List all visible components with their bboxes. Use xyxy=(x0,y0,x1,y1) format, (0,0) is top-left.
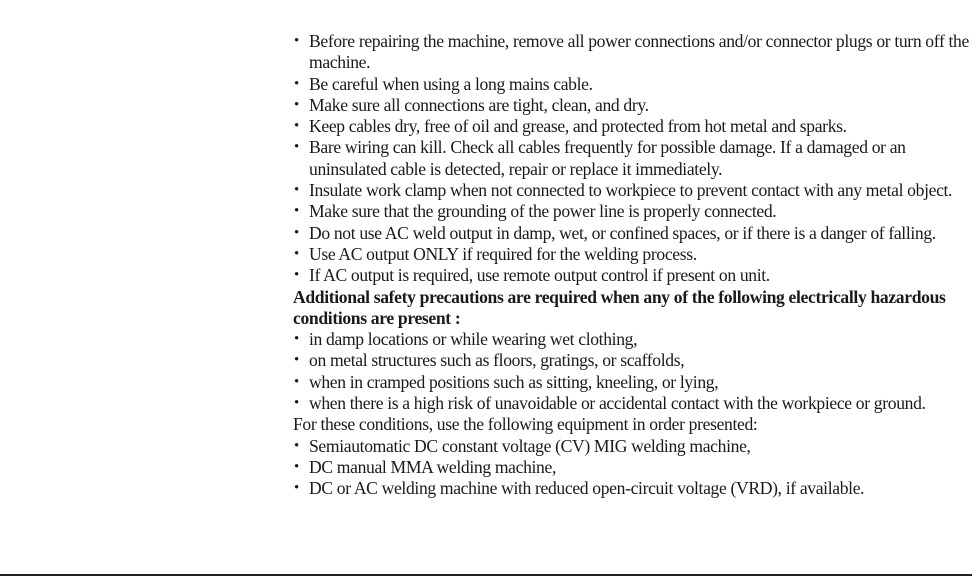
bullet-icon: • xyxy=(294,437,299,454)
list-item: • Bare wiring can kill. Check all cables frequently for possible damage. If a damaged or an uninsulated cable is detected, repair or replace it immediately. xyxy=(294,137,906,179)
precautions-list xyxy=(293,31,976,287)
list-item: • DC or AC welding machine with reduced open-circuit voltage (VRD), if available. xyxy=(294,478,865,499)
list-item: • Do not use AC weld output in damp, wet, or confined spaces, or if there is a danger of falling. xyxy=(294,222,936,243)
bullet-icon: • xyxy=(294,75,299,92)
list-item: • Make sure that the grounding of the power line is properly connected. xyxy=(294,201,777,222)
list-item: • when there is a high risk of unavoidable or accidental contact with the workpiece or ground. xyxy=(294,393,926,414)
list-item: • in damp locations or while wearing wet clothing, xyxy=(294,329,638,350)
list-item: • Keep cables dry, free of oil and grease, and protected from hot metal and sparks. xyxy=(294,116,847,137)
equipment-list xyxy=(293,436,976,500)
bullet-icon: • xyxy=(294,373,299,390)
list-item: • Make sure all connections are tight, clean, and dry. xyxy=(294,94,649,115)
list-item: • Be careful when using a long mains cable. xyxy=(294,73,593,94)
bullet-icon: • xyxy=(294,267,299,284)
bullet-icon: • xyxy=(294,33,299,49)
list-item: • If AC output is required, use remote output control if present on unit. xyxy=(294,265,770,286)
bullet-icon: • xyxy=(294,139,299,156)
equipment-intro: For these conditions, use the following equipment in order presented: xyxy=(293,414,758,435)
bullet-icon: • xyxy=(294,224,299,241)
list-item: • Insulate work clamp when not connected to workpiece to prevent contact with any metal object. xyxy=(294,180,953,201)
bullet-icon: • xyxy=(294,96,299,113)
additional-precautions-heading: Additional safety precautions are required when any of the following electrically hazardous conditions are present : xyxy=(293,286,946,328)
bullet-icon: • xyxy=(294,352,299,369)
bullet-icon: • xyxy=(294,118,299,135)
horizontal-rule xyxy=(0,574,972,576)
list-item: • Use AC output ONLY if required for the welding process. xyxy=(294,243,697,264)
bullet-icon: • xyxy=(294,182,299,199)
list-item: • Before repairing the machine, remove all power connections and/or connector plugs or turn off the machine. xyxy=(294,31,969,73)
bullet-icon: • xyxy=(294,203,299,220)
bullet-icon: • xyxy=(294,331,299,348)
bullet-icon: • xyxy=(294,245,299,262)
list-item: • Semiautomatic DC constant voltage (CV) MIG welding machine, xyxy=(294,435,751,456)
bullet-icon: • xyxy=(294,395,299,412)
list-item: • when in cramped positions such as sitting, kneeling, or lying, xyxy=(294,371,719,392)
hazardous-conditions-list xyxy=(293,329,976,414)
bullet-icon: • xyxy=(294,480,299,497)
list-item: • DC manual MMA welding machine, xyxy=(294,456,557,477)
list-item: • on metal structures such as floors, gratings, or scaffolds, xyxy=(294,350,685,371)
safety-document xyxy=(293,31,976,500)
bullet-icon: • xyxy=(294,458,299,475)
